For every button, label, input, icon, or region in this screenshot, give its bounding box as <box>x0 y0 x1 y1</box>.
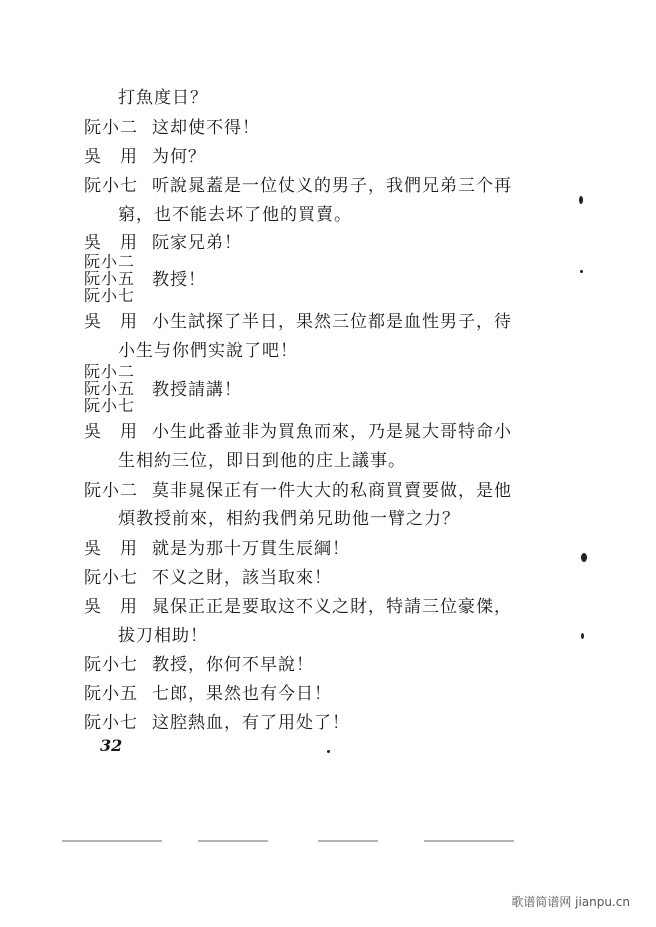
speaker-label: 阮小二 <box>84 362 136 381</box>
dialogue-line: 教授！ <box>152 270 206 290</box>
dialogue-line: 为何？ <box>152 147 206 167</box>
speaker-label: 阮小五 <box>84 269 136 288</box>
dialogue-line-continuation: 拔刀相助！ <box>118 626 208 646</box>
scan-line <box>424 840 514 842</box>
speaker-label: 阮小五 <box>84 379 136 398</box>
dialogue-line: 就是为那十万貫生辰綱！ <box>152 539 350 559</box>
dialogue-line-continuation: 生相約三位，即日到他的庄上議事。 <box>118 451 406 471</box>
speaker-label: 阮小二 <box>84 118 138 138</box>
dialogue-line: 七郎，果然也有今日！ <box>152 684 332 704</box>
scan-line <box>62 840 162 842</box>
speaker-label: 阮小七 <box>84 713 138 733</box>
page-number: 32 <box>100 736 123 755</box>
dialogue-line-continuation: 窮，也不能去坏了他的買賣。 <box>118 205 352 225</box>
speaker-label: 阮小七 <box>84 568 138 588</box>
dialogue-line-continuation: 小生与你們实說了吧！ <box>118 341 298 361</box>
speaker-label: 吳 用 <box>84 233 138 253</box>
scan-speck <box>581 633 584 639</box>
speaker-label: 阮小二 <box>84 481 138 501</box>
dialogue-line: 晁保正正是要取这不义之財，特請三位豪傑， <box>152 597 512 617</box>
dialogue-line: 听說晁蓋是一位仗义的男子，我們兄弟三个再 <box>152 176 512 196</box>
speaker-label: 吳 用 <box>84 597 138 617</box>
speaker-label: 阮小七 <box>84 286 136 305</box>
scan-speck <box>327 750 330 753</box>
speaker-label: 阮小五 <box>84 684 138 704</box>
dialogue-line: 这却使不得！ <box>152 118 260 138</box>
dialogue-line: 莫非晁保正有一件大大的私商買賣要做，是他 <box>152 481 512 501</box>
scan-line <box>198 840 268 842</box>
dialogue-line-continuation: 煩教授前來，相約我們弟兄助他一臂之力？ <box>118 509 460 529</box>
scan-speck <box>581 553 587 562</box>
speaker-label: 吳 用 <box>84 422 138 442</box>
speaker-label: 阮小七 <box>84 176 138 196</box>
speaker-label: 吳 用 <box>84 147 138 167</box>
speaker-label: 阮小七 <box>84 655 138 675</box>
speaker-label: 阮小二 <box>84 252 136 271</box>
scan-line <box>318 840 378 842</box>
dialogue-line-continuation: 打魚度日？ <box>118 88 208 108</box>
dialogue-line: 小生此番並非为買魚而來，乃是晁大哥特命小 <box>152 422 512 442</box>
scan-speck <box>579 196 583 204</box>
dialogue-line: 这腔熱血，有了用处了！ <box>152 713 350 733</box>
dialogue-line: 小生試探了半日，果然三位都是血性男子，待 <box>152 312 512 332</box>
scan-speck <box>580 270 583 273</box>
dialogue-line: 教授，你何不早說！ <box>152 655 314 675</box>
speaker-label: 阮小七 <box>84 396 136 415</box>
speaker-label: 吳 用 <box>84 539 138 559</box>
dialogue-line: 阮家兄弟！ <box>152 233 242 253</box>
dialogue-line: 教授請講！ <box>152 380 242 400</box>
watermark: 歌谱简谱网 jianpu.cn <box>511 895 630 909</box>
speaker-label: 吳 用 <box>84 312 138 332</box>
dialogue-line: 不义之財，該当取來！ <box>152 568 332 588</box>
